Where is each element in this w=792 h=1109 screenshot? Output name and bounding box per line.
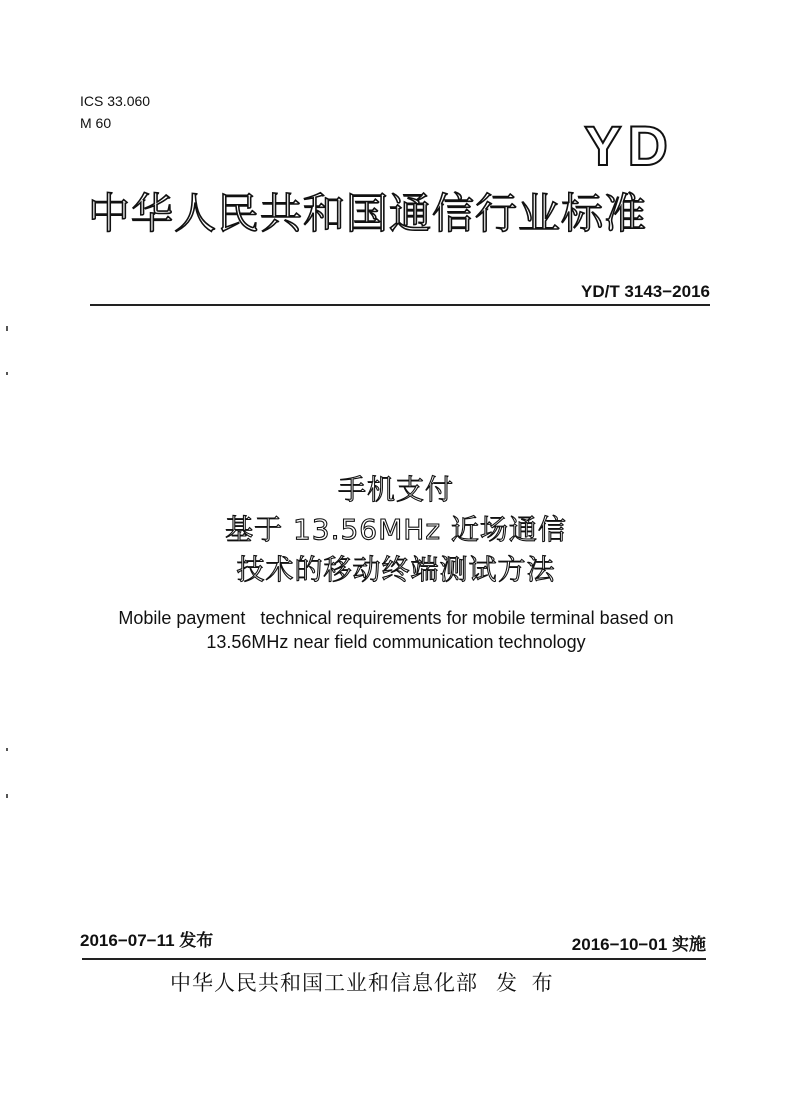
title-cn-line-3: 技术的移动终端测试方法 [236,553,556,586]
scan-mark [6,372,8,375]
document-title-cn [0,470,792,590]
implementation-date: 2016−10−01 实施 [571,935,706,954]
authority-name: 中华人民共和国工业和信息化部 [170,971,478,995]
document-title-en [0,606,792,654]
standard-number: YD/T 3143−2016 [580,282,710,301]
scan-mark [6,794,8,798]
footer-divider [82,958,706,960]
issue-date: 2016−07−11 发布 [80,931,214,950]
title-en-line-1: Mobile payment technical requirements for mobile terminal based on [118,608,674,628]
standard-title: 中华人民共和国通信行业标准 [88,189,648,238]
scan-mark [6,748,8,751]
classification-code: M 60 [80,115,112,131]
title-en-line-2: 13.56MHz near field communication technology [206,632,586,652]
header-divider [90,304,710,306]
title-cn-line-1: 手机支付 [337,473,454,506]
publish-label: 发 布 [496,971,557,995]
ics-code: ICS 33.060 [80,93,151,109]
yd-logo: YD [584,114,674,177]
scan-mark [6,326,8,331]
issuing-authority [170,968,557,998]
title-cn-line-2: 基于 13.56MHz 近场通信 [225,513,567,546]
